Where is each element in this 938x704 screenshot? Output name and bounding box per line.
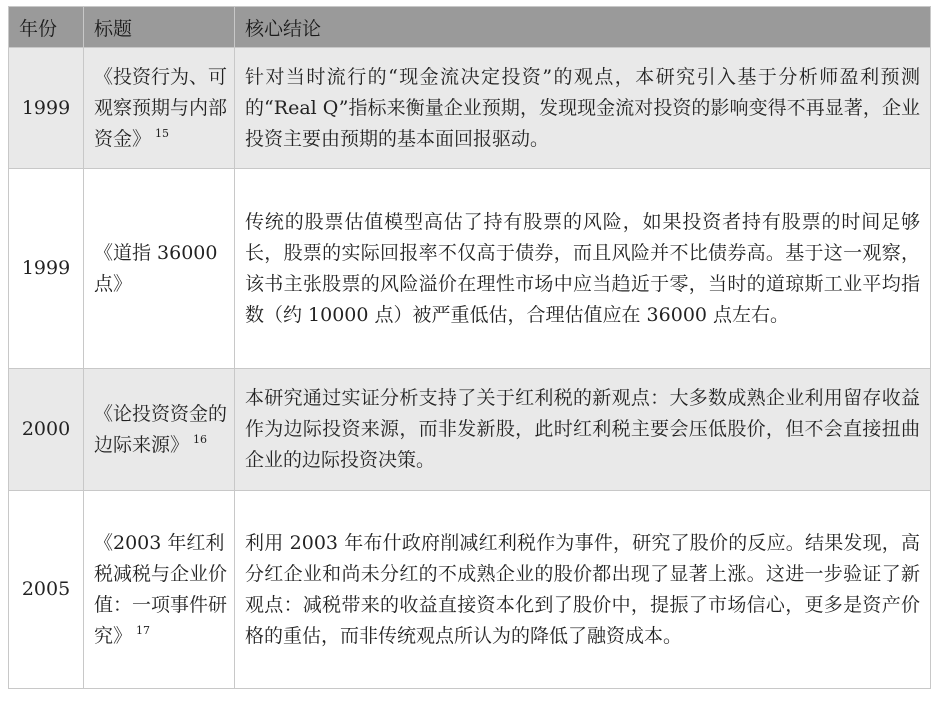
research-table-container [8, 6, 930, 689]
row-title-cell [84, 491, 235, 689]
row-title: 《道指 36000 点》 [94, 241, 218, 295]
row-conclusion: 针对当时流行的“现金流决定投资”的观点，本研究引入基于分析师盈利预测的“Real Q”指标来衡量企业预期，发现现金流对投资的影响变得不再显著，企业投资主要由预期的基本面回报驱动。 [235, 48, 931, 169]
row-year: 1999 [9, 169, 84, 369]
row-title: 《论投资资金的边际来源》 [94, 402, 228, 456]
row-title-cell [84, 369, 235, 491]
table-header-row [9, 7, 931, 48]
table-row [9, 369, 931, 491]
row-conclusion: 传统的股票估值模型高估了持有股票的风险，如果投资者持有股票的时间足够长，股票的实际回报率不仅高于债券，而且风险并不比债券高。基于这一观察，该书主张股票的风险溢价在理性市场中应当趋近于零，当时的道琼斯工业平均指数（约 10000 点）被严重低估，合理估值应在 36000 点左右。 [235, 169, 931, 369]
footnote-ref: 17 [136, 624, 151, 638]
row-conclusion: 利用 2003 年布什政府削减红利税作为事件，研究了股价的反应。结果发现，高分红企业和尚未分红的不成熟企业的股价都出现了显著上涨。这进一步验证了新观点：减税带来的收益直接资本化到了股价中，提振了市场信心，更多是资产价格的重估，而非传统观点所认为的降低了融资成本。 [235, 491, 931, 689]
header-conclusion: 核心结论 [235, 7, 931, 48]
table-row [9, 491, 931, 689]
row-conclusion: 本研究通过实证分析支持了关于红利税的新观点：大多数成熟企业利用留存收益作为边际投资来源，而非发新股，此时红利税主要会压低股价，但不会直接扭曲企业的边际投资决策。 [235, 369, 931, 491]
research-table [8, 6, 931, 689]
footnote-ref: 16 [193, 433, 208, 447]
row-title: 《2003 年红利税减税与企业价值：一项事件研究》 [94, 531, 228, 647]
row-year: 1999 [9, 48, 84, 169]
header-title: 标题 [84, 7, 235, 48]
header-year: 年份 [9, 7, 84, 48]
footnote-ref: 15 [155, 127, 170, 141]
table-row [9, 48, 931, 169]
row-title-cell [84, 48, 235, 169]
row-title: 《投资行为、可观察预期与内部资金》 [94, 65, 228, 150]
row-year: 2000 [9, 369, 84, 491]
row-year: 2005 [9, 491, 84, 689]
row-title-cell [84, 169, 235, 369]
table-row [9, 169, 931, 369]
